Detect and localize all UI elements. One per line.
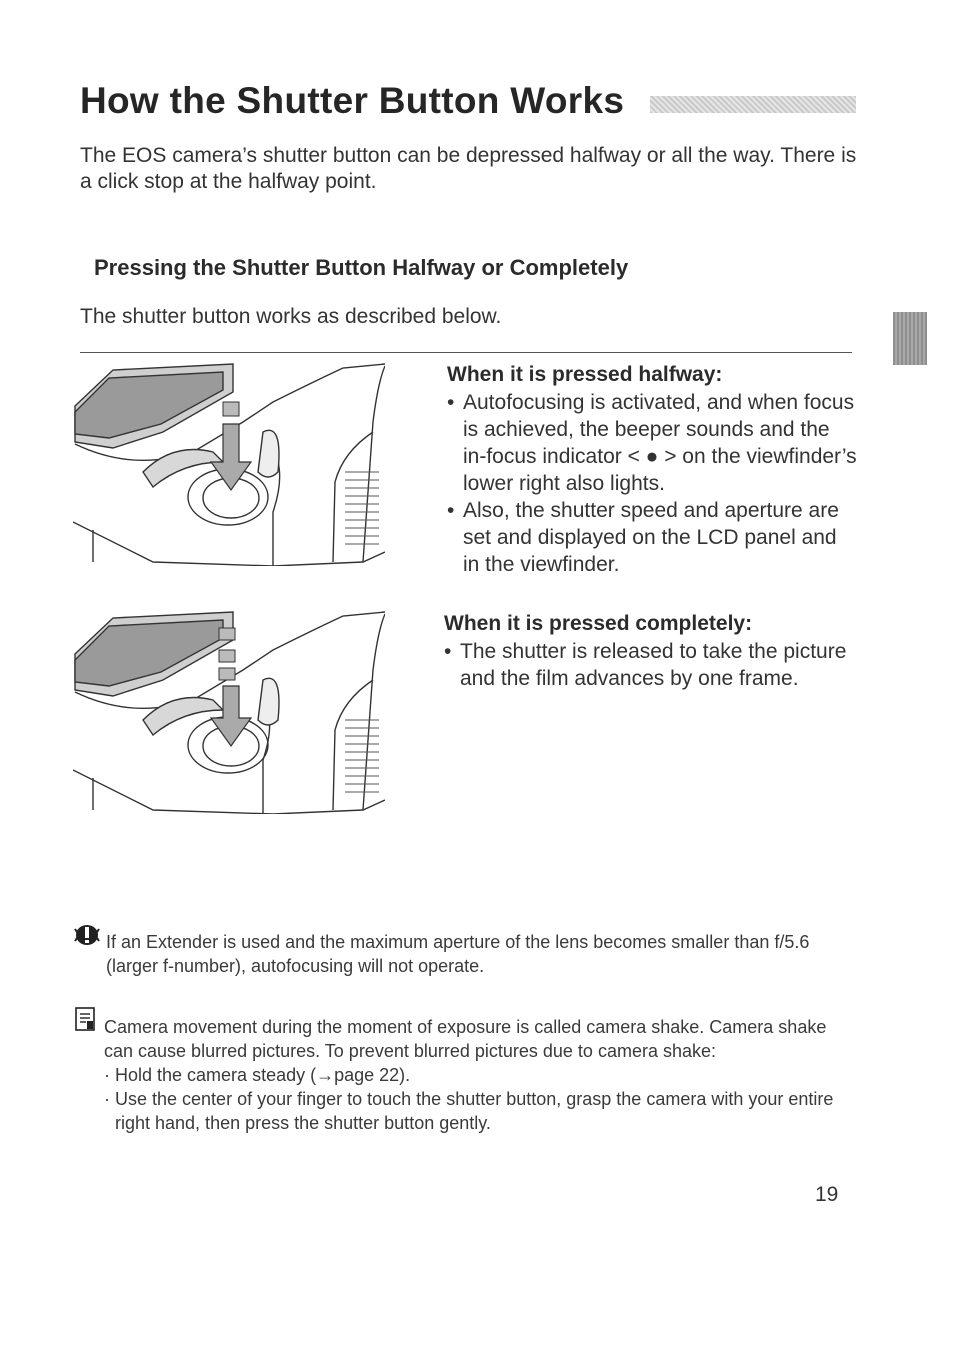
caution-icon	[74, 923, 100, 947]
bullet: •	[447, 499, 455, 522]
list-item: · Hold the camera steady (→page 22).	[104, 1065, 411, 1085]
completely-heading: When it is pressed completely:	[444, 612, 753, 635]
halfway-heading: When it is pressed halfway:	[447, 363, 723, 386]
halfway-section	[447, 363, 857, 578]
halfway-list	[447, 389, 857, 578]
section-heading: Pressing the Shutter Button Halfway or Completely	[94, 255, 629, 280]
shutter-completely-illustration	[73, 610, 385, 814]
memo-intro: Camera movement during the moment of exposure is called camera shake. Camera shake can cause blurred pictures. To prevent blurred pictures due to camera shake:	[104, 1017, 827, 1061]
list-item: • Also, the shutter speed and aperture are set and displayed on the LCD panel and in the viewfinder.	[447, 499, 839, 576]
title-decorative-bar	[650, 96, 856, 113]
bullet: ·	[104, 1065, 110, 1085]
list-item: • The shutter is released to take the picture and the film advances by one frame.	[444, 640, 847, 690]
bullet: •	[444, 640, 452, 663]
chapter-thumb-tab	[893, 312, 927, 365]
section-description: The shutter button works as described below.	[80, 305, 502, 328]
page-number: 19	[815, 1183, 839, 1206]
page-title: How the Shutter Button Works	[80, 80, 625, 121]
divider	[80, 352, 852, 353]
bullet: •	[447, 391, 455, 414]
list-item: · Use the center of your finger to touch the shutter button, grasp the camera with your entire right hand, then press the shutter button gently.	[104, 1089, 834, 1133]
caution-note: If an Extender is used and the maximum aperture of the lens becomes smaller than f/5.6 (larger f-number), autofocusing will not operate.	[106, 932, 810, 976]
completely-list	[444, 638, 854, 692]
memo-note	[104, 1015, 844, 1135]
memo-list	[104, 1063, 844, 1135]
shutter-halfway-illustration	[73, 362, 385, 566]
intro-paragraph: The EOS camera’s shutter button can be depressed halfway or all the way. There is a click stop at the halfway point.	[80, 144, 857, 193]
list-item: • Autofocusing is activated, and when focus is achieved, the beeper sounds and the in-focus indicator < ● > on the viewfinder’s lower right also lights.	[447, 391, 857, 495]
completely-section	[444, 612, 854, 692]
memo-icon	[74, 1006, 98, 1032]
bullet: ·	[104, 1089, 110, 1109]
